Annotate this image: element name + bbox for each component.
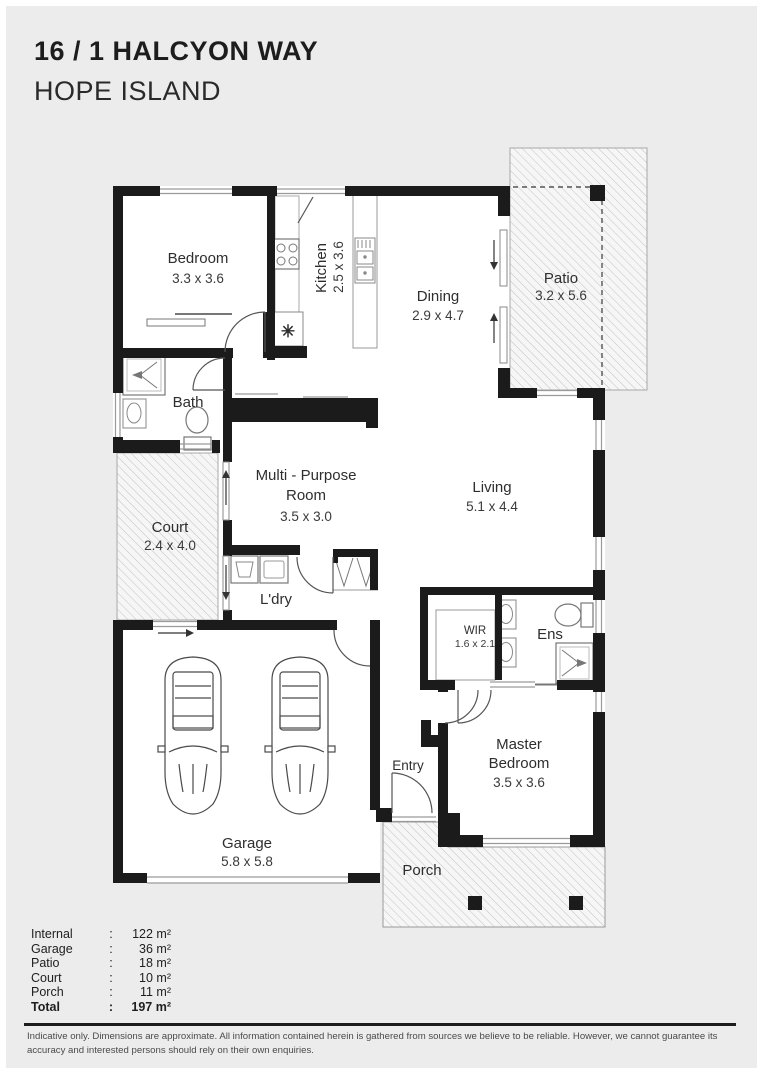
label-dining-name: Dining [416,288,460,305]
area-row [31,942,171,957]
area-value: 197 m² [131,999,171,1014]
label-patio-name: Patio [543,270,579,287]
divider-rule [24,1023,736,1026]
area-schedule [31,927,171,1015]
area-value: 122 m² [132,927,171,941]
area-value: 11 m² [139,985,171,1000]
area-row-total [31,1000,171,1015]
area-label: Internal [31,927,73,941]
label-living-dims: 5.1 x 4.4 [466,499,518,514]
label-master-line2: Bedroom [488,755,550,772]
area-row [31,985,171,1000]
cooktop-icon [272,239,299,269]
label-wir-name: WIR [463,625,487,637]
area-separator: : [109,927,113,941]
area-label: Garage [31,941,73,956]
area-label: Patio [31,956,60,971]
bath-basin-icon [123,399,146,428]
label-mpr-line1: Multi - Purpose [255,467,357,484]
area-separator: : [108,999,114,1014]
car-icon [265,657,335,814]
laundry-tub-icon [231,556,258,583]
label-bedroom-dims: 3.3 x 3.6 [172,271,224,286]
area-label: Porch [31,985,64,1000]
area-value: 36 m² [139,941,171,956]
label-entry-name: Entry [392,758,424,773]
area-label: Total [31,999,60,1014]
label-garage-dims: 5.8 x 5.8 [221,854,273,869]
label-master-dims: 3.5 x 3.6 [493,775,545,790]
ens-shower-icon [556,643,593,683]
bath-shower-icon [123,355,165,395]
label-patio-dims: 3.2 x 5.6 [535,288,587,303]
area-value: 10 m² [139,970,171,985]
label-living-name: Living [472,479,512,496]
label-bedroom-name: Bedroom [167,250,229,267]
page-subtitle: HOPE ISLAND [34,76,222,106]
label-dining-dims: 2.9 x 4.7 [412,308,464,323]
label-wir-dims: 1.6 x 2.1 [454,638,496,650]
car-icon [158,657,228,814]
label-kitchen-name: Kitchen [313,242,330,294]
label-garage-name: Garage [221,835,273,852]
disclaimer-text: Indicative only. Dimensions are approximate. All information contained herein is gathered from sources we believe to be reliable. However, we cannot guarantee its accuracy and interested persons should rely on their own enquiries. [27,1031,718,1057]
label-court-dims: 2.4 x 4.0 [144,538,196,553]
area-label: Court [31,970,62,985]
patio-post [590,185,605,201]
label-ens-name: Ens [537,626,563,643]
area-separator: : [109,941,113,956]
area-separator: : [109,970,113,985]
label-bath-name: Bath [172,394,204,411]
area-row [31,927,171,942]
court-area [117,453,218,620]
area-separator: : [109,985,113,1000]
pantry-symbol-icon: ✳ [280,322,296,341]
label-court-name: Court [151,519,189,536]
label-mpr-line2: Room [285,487,327,504]
sink-icon [355,238,375,283]
patio-area [510,148,647,390]
label-master-line1: Master [496,736,542,753]
label-laundry-name: L'dry [259,591,293,608]
area-row [31,956,171,971]
area-row [31,971,171,986]
label-mpr-dims: 3.5 x 3.0 [280,509,332,524]
label-kitchen-dims: 2.5 x 3.6 [331,241,346,293]
porch-post [468,896,482,910]
ens-toilet-icon [555,603,593,627]
washer-icon [260,556,288,583]
page-title: 16 / 1 HALCYON WAY [34,36,319,66]
label-porch-name: Porch [402,862,442,879]
area-separator: : [109,956,113,971]
porch-post [569,896,583,910]
area-value: 18 m² [139,956,171,971]
